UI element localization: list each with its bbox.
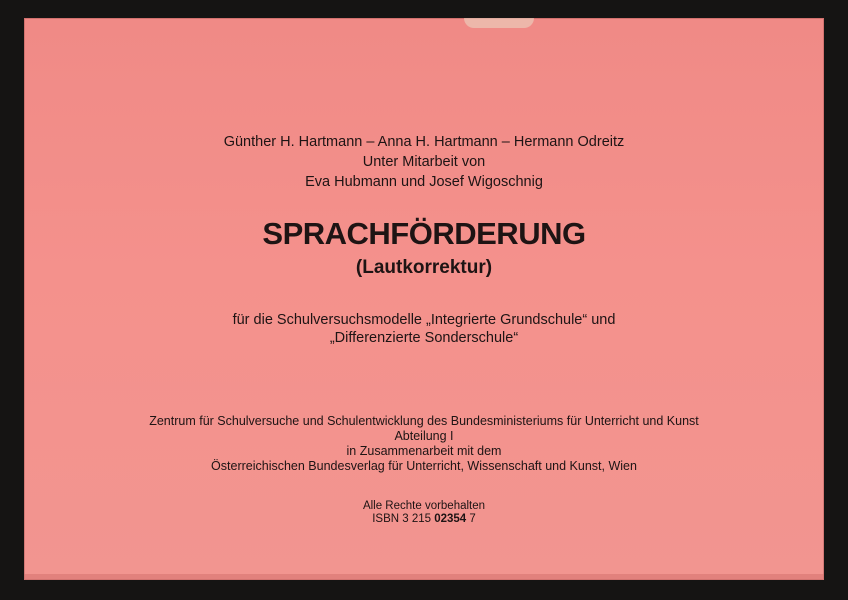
description-line-2: „Differenzierte Sonderschule“ xyxy=(329,330,519,346)
isbn-prefix: ISBN 3 215 xyxy=(372,513,435,525)
description-line-1: für die Schulversuchsmodelle „Integrierte Grundschule“ und xyxy=(232,312,616,328)
rights-notice: Alle Rechte vorbehalten xyxy=(362,500,486,512)
isbn-suffix: 7 xyxy=(466,513,476,525)
publisher-block xyxy=(24,414,824,474)
rights-block xyxy=(24,500,824,526)
publisher-line-3: in Zusammenarbeit mit dem xyxy=(346,444,502,458)
book-cover xyxy=(24,18,824,580)
isbn-bold-part: 02354 xyxy=(434,513,467,525)
author-names: Günther H. Hartmann – Anna H. Hartmann – Hermann Odreitz xyxy=(223,134,625,150)
book-subtitle: (Lautkorrektur) xyxy=(355,257,493,278)
publisher-line-1: Zentrum für Schulversuche und Schulentwicklung des Bundesministeriums für Unterricht und Kunst xyxy=(149,414,699,428)
publisher-line-2: Abteilung I xyxy=(394,429,454,443)
description-block xyxy=(24,311,824,347)
isbn xyxy=(24,513,824,526)
collaborator-names: Eva Hubmann und Josef Wigoschnig xyxy=(305,174,543,190)
collaboration-intro: Unter Mitarbeit von xyxy=(362,154,486,170)
publisher-line-4: Österreichischen Bundesverlag für Unterricht, Wissenschaft und Kunst, Wien xyxy=(211,459,637,473)
authors-block xyxy=(24,132,824,192)
book-title: SPRACHFÖRDERUNG xyxy=(262,216,586,251)
